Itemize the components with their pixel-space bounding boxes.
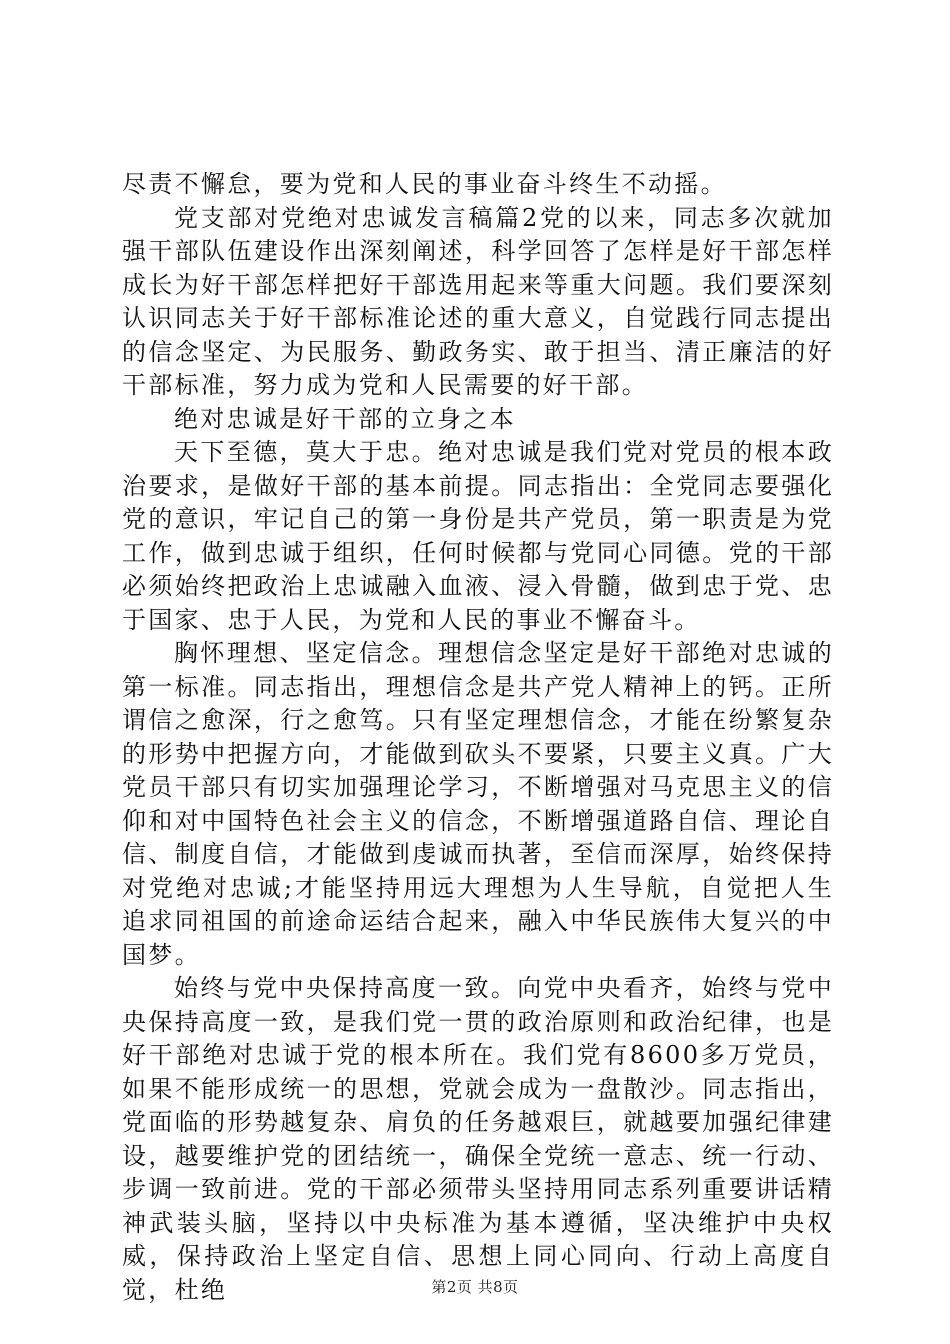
document-body (122, 168, 834, 1307)
paragraph-central-alignment: 始终与党中央保持高度一致。向党中央看齐，始终与党中央保持高度一致，是我们党一贯的政治原则和政治纪律，也是好干部绝对忠诚于党的根本所在。我们党有8600多万党员，如果不能形成统一的思想，党就会成为一盘散沙。同志指出，党面临的形势越复杂、肩负的任务越艰巨，就越要加强纪律建设，越要维护党的团结统一，确保全党统一意志、统一行动、步调一致前进。党的干部必须带头坚持用同志系列重要讲话精神武装头脑，坚持以中央标准为基本遵循，坚决维护中央权威，保持政治上坚定自信、思想上同心同向、行动上高度自觉，杜绝 (122, 974, 834, 1304)
paragraph-ideals: 胸怀理想、坚定信念。理想信念坚定是好干部绝对忠诚的第一标准。同志指出，理想信念是共产党人精神上的钙。正所谓信之愈深，行之愈笃。只有坚定理想信念，才能在纷繁复杂的形势中把握方向，才能做到砍头不要紧，只要主义真。广大党员干部只有切实加强理论学习，不断增强对马克思主义的信仰和对中国特色社会主义的信念，不断增强道路自信、理论自信、制度自信，才能做到虔诚而执著，至信而深厚，始终保持对党绝对忠诚;才能坚持用远大理想为人生导航，自觉把人生追求同祖国的前途命运结合起来，融入中华民族伟大复兴的中国梦。 (122, 639, 834, 969)
paragraph-continuation: 尽责不懈怠，要为党和人民的事业奋斗终生不动摇。 (122, 170, 727, 198)
section-heading: 绝对忠诚是好干部的立身之本 (174, 404, 516, 433)
paragraph-loyalty: 天下至德，莫大于忠。绝对忠诚是我们党对党员的根本政治要求，是做好干部的基本前提。同志指出：全党同志要强化党的意识，牢记自己的第一身份是共产党员，第一职责是为党工作，做到忠诚于组织，任何时候都与党同心同德。党的干部必须始终把政治上忠诚融入血液、浸入骨髓，做到忠于党、忠于国家、忠于人民，为党和人民的事业不懈奋斗。 (122, 438, 834, 634)
paragraph-intro: 党支部对党绝对忠诚发言稿篇2党的以来，同志多次就加强干部队伍建设作出深刻阐述，科学回答了怎样是好干部怎样成长为好干部怎样把好干部选用起来等重大问题。我们要深刻认识同志关于好干部标准论述的重大意义，自觉践行同志提出的信念坚定、为民服务、勤政务实、敢于担当、清正廉洁的好干部标准，努力成为党和人民需要的好干部。 (122, 203, 834, 399)
page-number-footer: 第2页 共8页 (431, 1278, 519, 1296)
